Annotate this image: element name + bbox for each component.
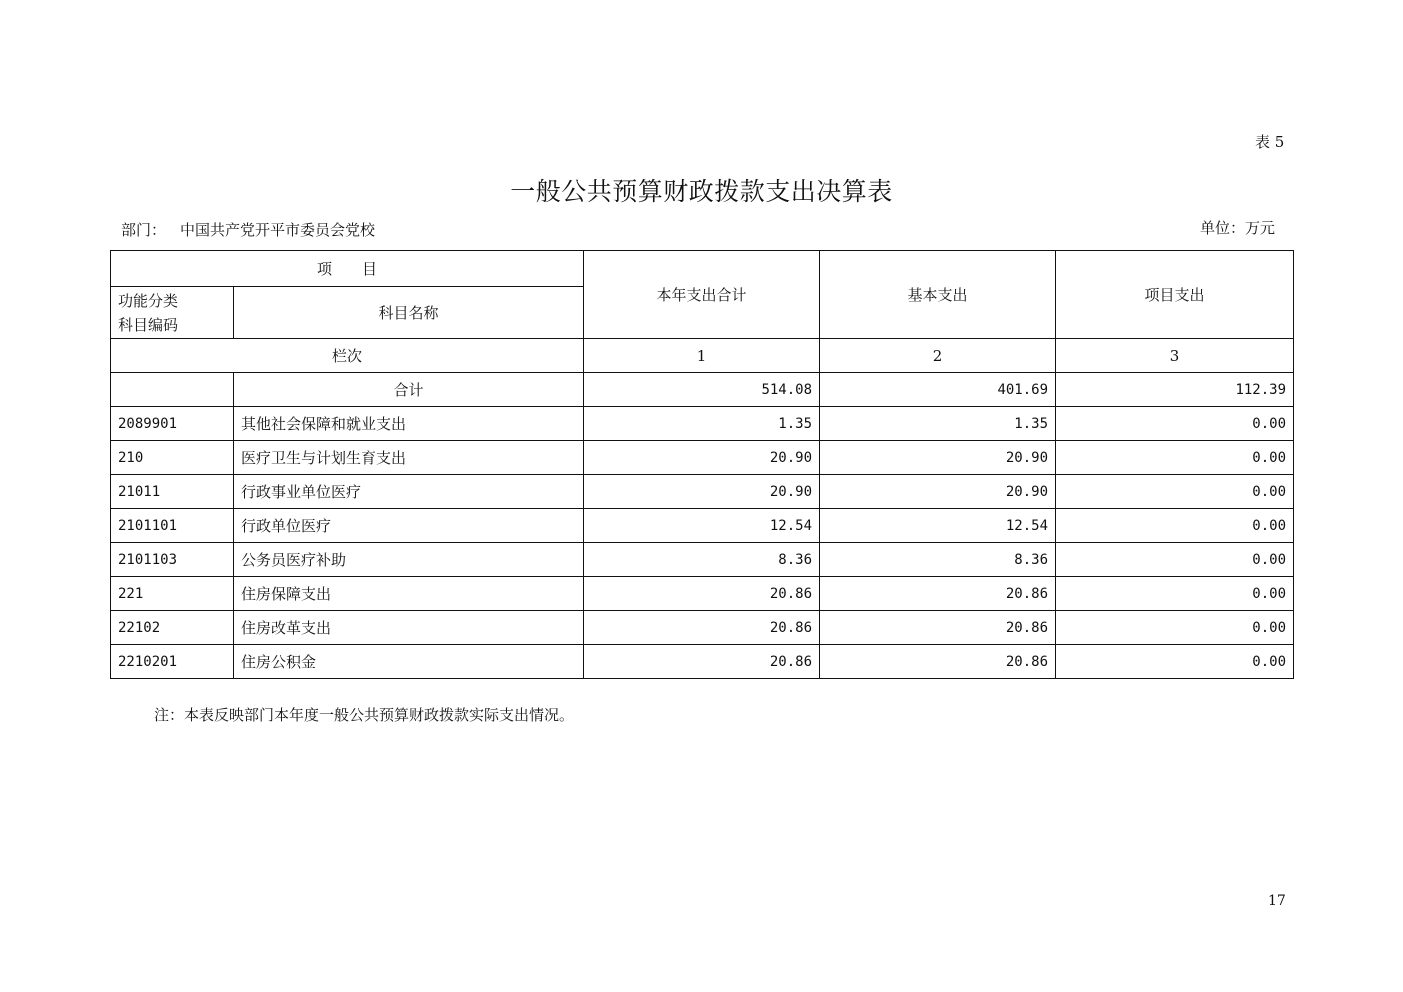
code-header-line1: 功能分类 [118,291,179,310]
budget-table [110,250,1294,679]
row-project: 0.00 [1056,475,1294,509]
page-title: 一般公共预算财政拨款支出决算表 [510,177,893,206]
footnote: 注：本表反映部门本年度一般公共预算财政拨款实际支出情况。 [154,706,575,724]
row-basic: 20.90 [820,441,1056,475]
row-basic: 8.36 [820,543,1056,577]
row-name: 行政单位医疗 [234,509,584,543]
table-row [111,543,1294,577]
row-code: 221 [111,577,234,611]
row-total: 20.86 [584,577,820,611]
code-header [111,287,234,339]
row-name: 住房公积金 [234,645,584,679]
row-code: 21011 [111,475,234,509]
row-code: 2101103 [111,543,234,577]
row-project: 0.00 [1056,407,1294,441]
table-row [111,475,1294,509]
row-code: 2210201 [111,645,234,679]
row-project: 0.00 [1056,543,1294,577]
sequence-3: 3 [1056,339,1294,373]
sequence-1: 1 [584,339,820,373]
row-total: 20.86 [584,611,820,645]
summary-label: 合计 [234,373,584,407]
row-name: 公务员医疗补助 [234,543,584,577]
row-basic: 20.90 [820,475,1056,509]
table-row [111,611,1294,645]
row-total: 20.90 [584,475,820,509]
unit-label: 单位：万元 [1200,219,1276,237]
summary-project: 112.39 [1056,373,1294,407]
item-header: 项 目 [111,251,584,287]
row-basic: 1.35 [820,407,1056,441]
sequence-label: 栏次 [111,339,584,373]
row-name: 住房保障支出 [234,577,584,611]
department-label: 部门： [121,221,167,239]
row-project: 0.00 [1056,577,1294,611]
row-project: 0.00 [1056,645,1294,679]
row-name: 行政事业单位医疗 [234,475,584,509]
project-header: 项目支出 [1056,251,1294,339]
row-code: 2089901 [111,407,234,441]
row-basic: 20.86 [820,611,1056,645]
row-project: 0.00 [1056,441,1294,475]
page-number: 17 [1268,893,1286,909]
department-line [121,219,375,240]
row-project: 0.00 [1056,611,1294,645]
table-row [111,441,1294,475]
row-total: 20.86 [584,645,820,679]
row-name: 住房改革支出 [234,611,584,645]
row-total: 20.90 [584,441,820,475]
summary-code [111,373,234,407]
code-header-line2: 科目编码 [118,315,179,334]
row-code: 210 [111,441,234,475]
summary-total: 514.08 [584,373,820,407]
sequence-row [111,339,1294,373]
table-number: 表 5 [1255,133,1285,151]
total-header: 本年支出合计 [584,251,820,339]
department-name: 中国共产党开平市委员会党校 [180,221,376,239]
table-row [111,577,1294,611]
row-total: 12.54 [584,509,820,543]
row-total: 8.36 [584,543,820,577]
summary-row [111,373,1294,407]
summary-basic: 401.69 [820,373,1056,407]
basic-header: 基本支出 [820,251,1056,339]
table-row [111,645,1294,679]
row-code: 2101101 [111,509,234,543]
table-row [111,407,1294,441]
sequence-2: 2 [820,339,1056,373]
row-basic: 20.86 [820,577,1056,611]
row-name: 医疗卫生与计划生育支出 [234,441,584,475]
table-row [111,509,1294,543]
row-basic: 12.54 [820,509,1056,543]
name-header: 科目名称 [234,287,584,339]
row-name: 其他社会保障和就业支出 [234,407,584,441]
header-row-top [111,251,1294,287]
row-code: 22102 [111,611,234,645]
row-total: 1.35 [584,407,820,441]
row-project: 0.00 [1056,509,1294,543]
row-basic: 20.86 [820,645,1056,679]
